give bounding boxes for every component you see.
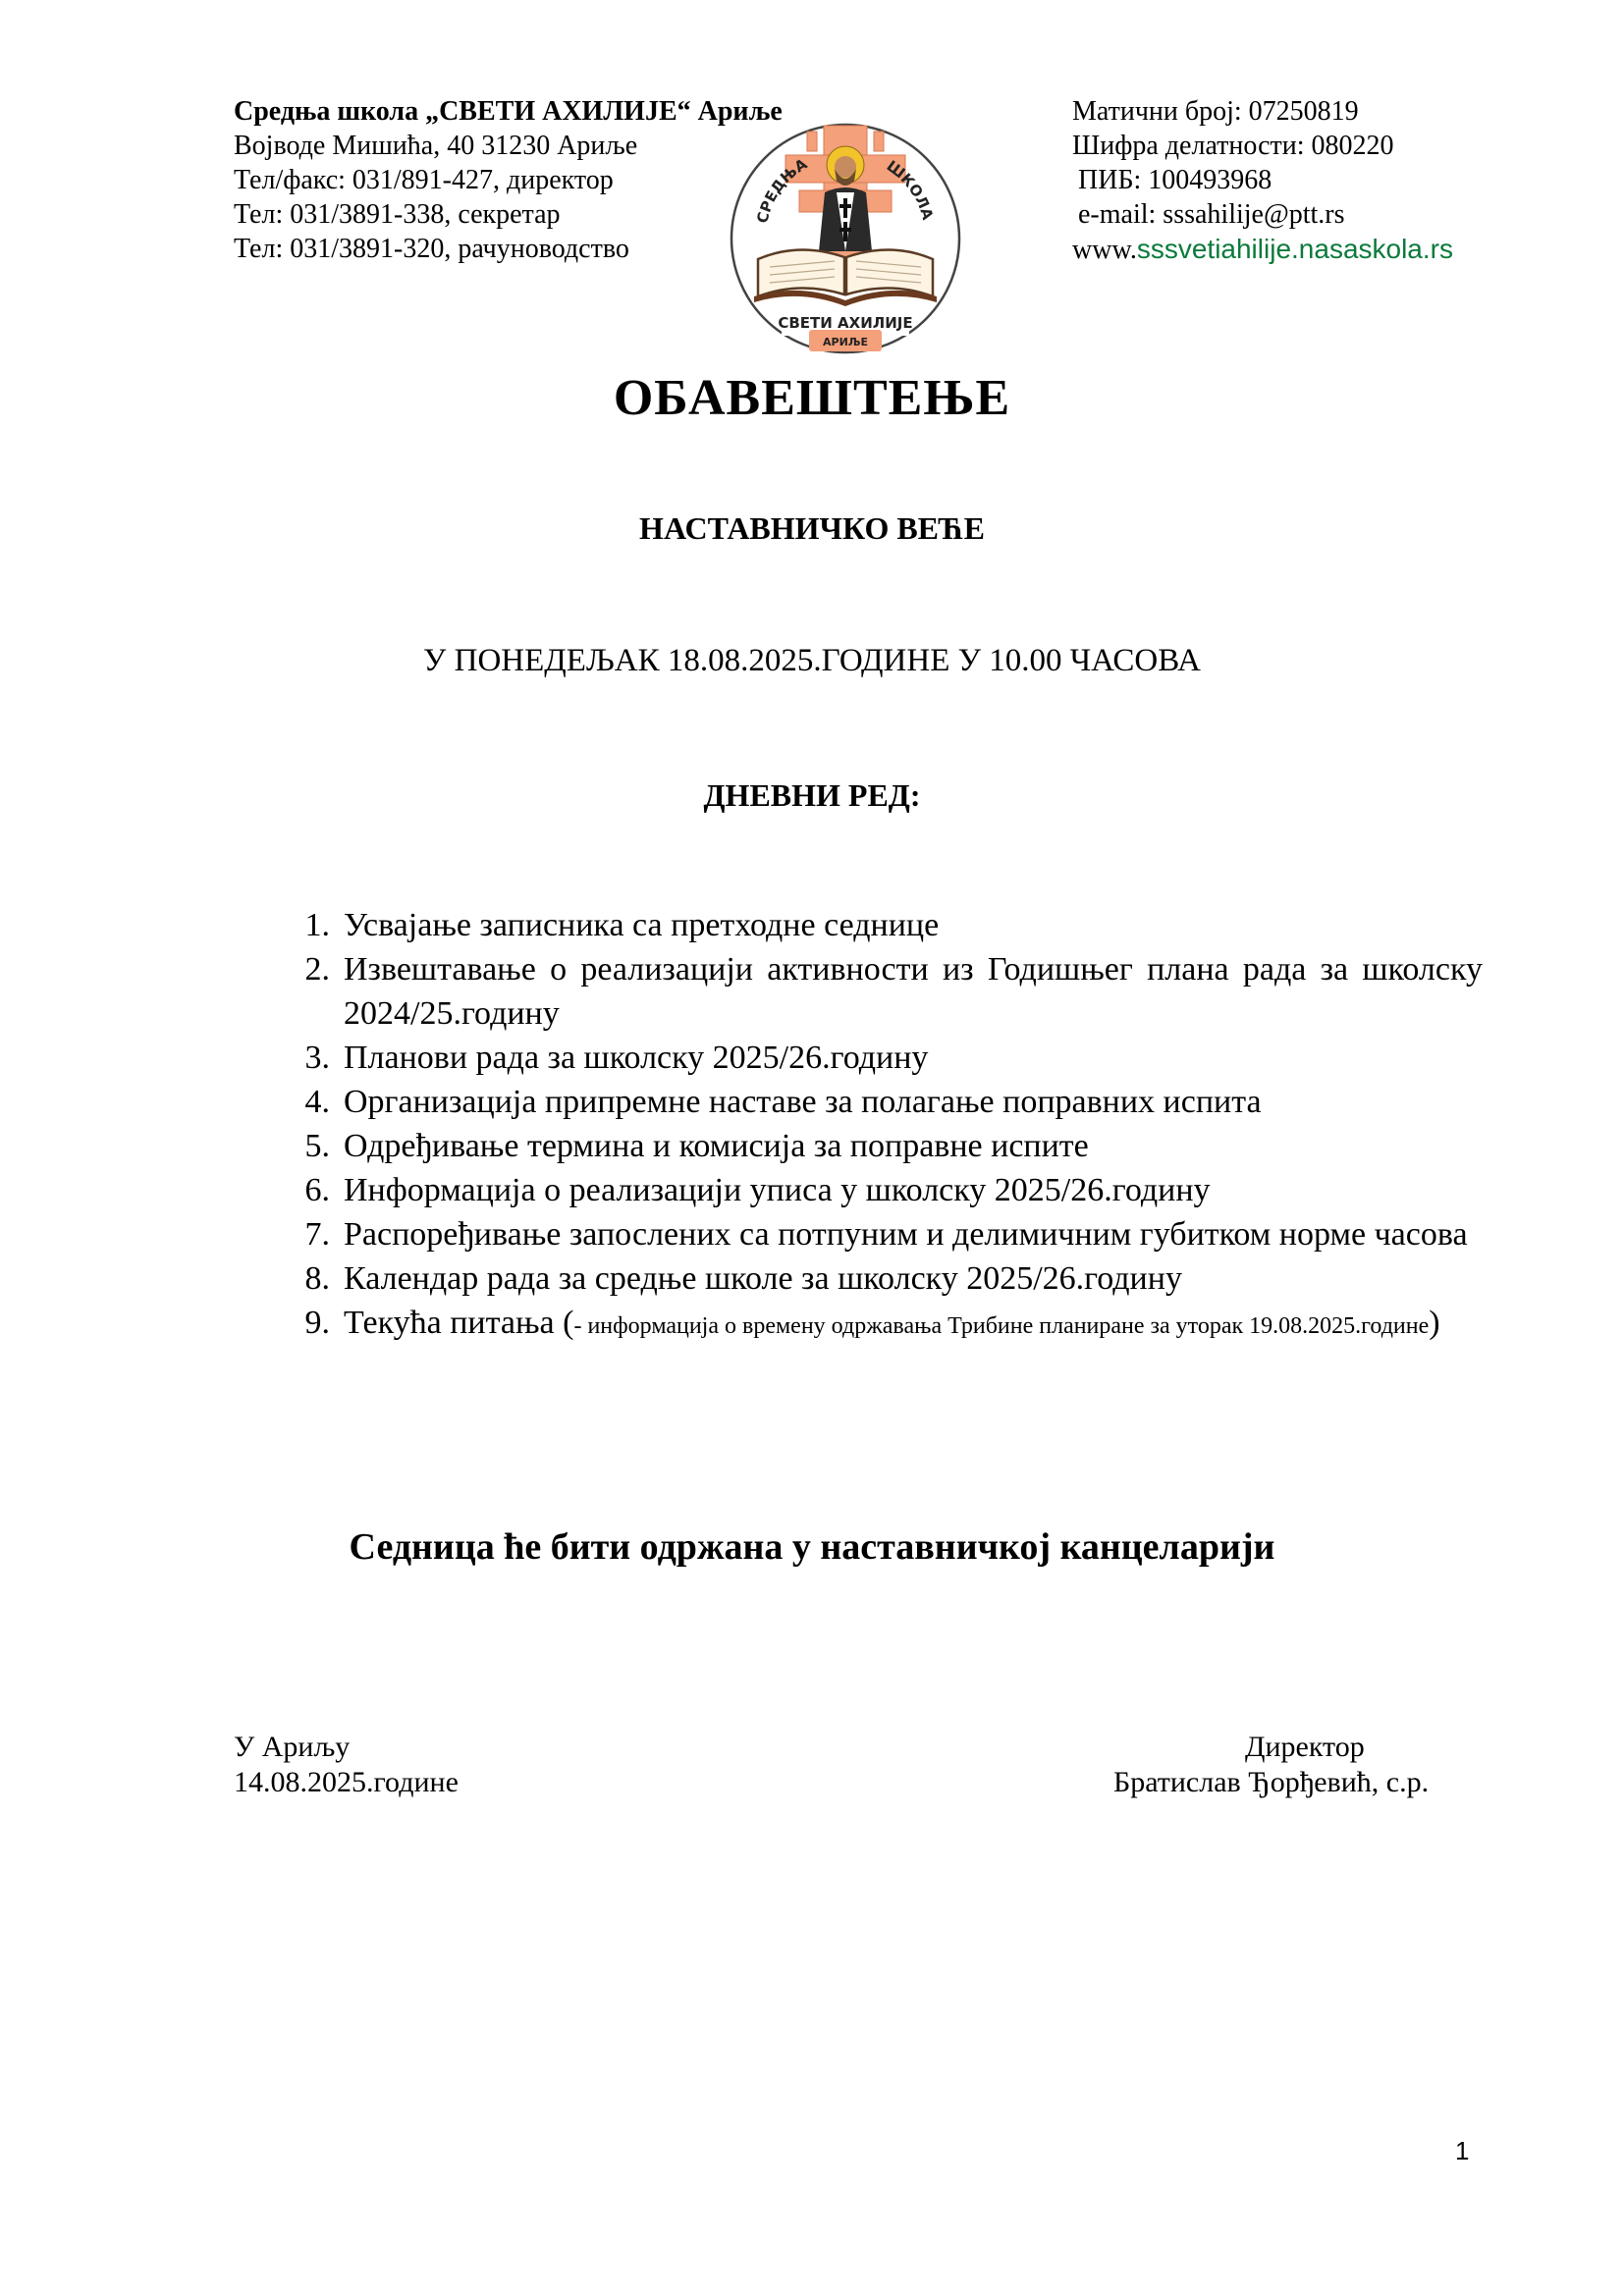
activity-code: Шифра делатности: 080220	[1072, 131, 1394, 161]
phone-director: Тел/факс: 031/891-427, директор	[234, 165, 614, 195]
agenda-item	[275, 903, 1483, 947]
agenda-item	[275, 947, 1483, 1036]
website[interactable]	[1072, 232, 1453, 267]
agenda-item	[275, 1168, 1483, 1212]
agenda-item-text	[344, 1301, 1483, 1349]
agenda-item-number: 9.	[304, 1305, 330, 1341]
agenda-item	[275, 1256, 1483, 1301]
agenda-item-number: 5.	[304, 1128, 330, 1164]
saint-figure	[819, 146, 872, 251]
email: e-mail: sssahilije@ptt.rs	[1078, 199, 1345, 230]
document-title: ОБАВЕШТЕЊЕ	[613, 370, 1011, 426]
agenda-item-note: - информација о времену одржавања Трибине планиране за уторак 19.08.2025.године	[573, 1313, 1430, 1339]
agenda-item	[275, 1036, 1483, 1080]
director-name: Братислав Ђорђевић, с.р.	[1113, 1766, 1430, 1798]
tax-id: ПИБ: 100493968	[1078, 165, 1272, 195]
agenda-list	[275, 903, 1483, 1349]
school-registry-block	[1072, 94, 1453, 267]
agenda-note-paren-close: )	[1429, 1305, 1440, 1341]
website-domain[interactable]: sssvetiahilije.nasaskola.rs	[1136, 234, 1453, 264]
school-address: Војводе Мишића, 40 31230 Ариље	[234, 131, 638, 161]
agenda-item	[275, 1212, 1483, 1256]
agenda-item-text: Усвајање записника са претходне седнице	[344, 907, 940, 943]
agenda-item	[275, 1124, 1483, 1168]
place-and-date	[234, 1730, 459, 1800]
agenda-item	[275, 1301, 1483, 1349]
agenda-item-text: Извештавање о реализацији активности из Годишњег плана рада за школску 2024/25.годину	[344, 951, 1483, 1032]
agenda-note-paren-open: (	[563, 1305, 574, 1341]
agenda-item-number: 6.	[304, 1172, 330, 1208]
website-prefix: www.	[1072, 235, 1137, 265]
agenda-item-number: 2.	[304, 951, 330, 988]
date: 14.08.2025.године	[234, 1766, 459, 1798]
agenda-item-number: 4.	[304, 1084, 330, 1120]
meeting-datetime: У ПОНЕДЕЉАК 18.08.2025.ГОДИНЕ У 10.00 ЧАСОВА	[423, 643, 1201, 678]
agenda-item-text: Планови рада за школску 2025/26.годину	[344, 1040, 929, 1076]
director-title: Директор	[1245, 1731, 1365, 1763]
meeting-location: Седница ће бити одржана у наставничкој канцеларији	[349, 1526, 1275, 1568]
logo-arc-left: СРЕДЊА	[753, 154, 811, 226]
agenda-item-number: 8.	[304, 1260, 330, 1297]
phone-accounting: Тел: 031/3891-320, рачуноводство	[234, 234, 629, 264]
logo-arc-right: ШКОЛА	[883, 156, 937, 222]
agenda-item-text: Одређивање термина и комисија за поправне испите	[344, 1128, 1089, 1164]
place: У Ариљу	[234, 1731, 351, 1763]
logo-banner-line1: СВЕТИ АХИЛИЈЕ	[778, 314, 913, 332]
agenda-item-number: 1.	[304, 907, 330, 943]
agenda-item-text: Организација припремне наставе за полагање поправних испита	[344, 1084, 1262, 1120]
school-contact-block	[234, 94, 783, 266]
school-name: Средња школа „СВЕТИ АХИЛИЈЕ“ Ариље	[234, 96, 783, 127]
phone-secretary: Тел: 031/3891-338, секретар	[234, 199, 561, 230]
agenda-item-text: Календар рада за средње школе за школску 2025/26.годину	[344, 1260, 1182, 1297]
page-number: 1	[1455, 2136, 1470, 2165]
agenda-item-number: 3.	[304, 1040, 330, 1076]
document-subtitle: НАСТАВНИЧКО ВЕЋЕ	[639, 510, 985, 546]
agenda-heading: ДНЕВНИ РЕД:	[703, 777, 921, 813]
agenda-item-number: 7.	[304, 1216, 330, 1253]
agenda-item-main-text: Текућа питања	[344, 1305, 555, 1341]
registration-number: Матични број: 07250819	[1072, 96, 1359, 127]
logo-banner-line2: АРИЉЕ	[823, 336, 868, 348]
agenda-item-text: Распоређивање запослених са потпуним и делимичним губитком норме часова	[344, 1216, 1468, 1253]
agenda-item-text: Информација о реализацији уписа у школску 2025/26.годину	[344, 1172, 1211, 1208]
school-logo	[729, 122, 962, 355]
agenda-item	[275, 1080, 1483, 1124]
